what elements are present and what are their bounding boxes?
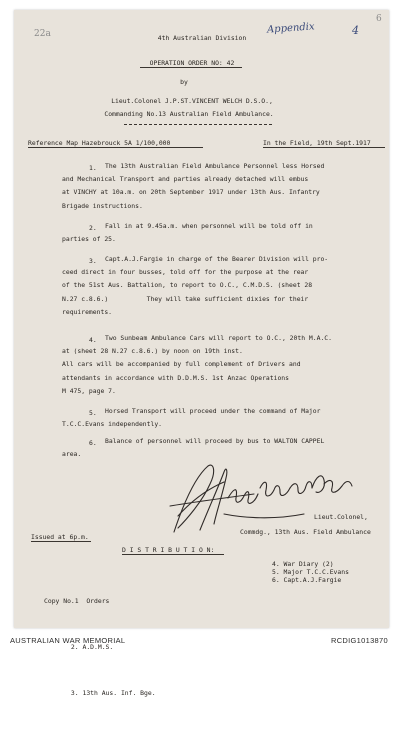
- archive-credit: AUSTRALIAN WAR MEMORIAL: [10, 636, 126, 645]
- paragraph-number: 6.: [89, 439, 97, 447]
- paragraph-line: requirements.: [62, 307, 113, 316]
- paragraph-number: 1.: [89, 164, 97, 172]
- paragraph-4: [62, 332, 382, 398]
- paragraph-number: 2.: [89, 224, 97, 232]
- paragraph-2: [62, 220, 382, 246]
- distribution-item: 6. Capt.A.J.Fargie: [272, 576, 342, 584]
- distribution-item: 4. War Diary (2): [272, 560, 334, 568]
- paragraph-line: Fall in at 9.45a.m. when personnel will be told off in: [105, 222, 313, 230]
- distribution-left-list: [44, 559, 156, 735]
- paragraph-line: M 475, page 7.: [62, 386, 116, 395]
- signature-rank: Lieut.Colonel,: [314, 513, 368, 521]
- by-line: by: [180, 78, 188, 86]
- paragraph-line: T.C.C.Evans independently.: [62, 420, 163, 429]
- signature-mark: [164, 458, 364, 538]
- paragraph-line: of the 51st Aus. Battalion, to report to O.C., C.M.D.S. (sheet 28: [62, 281, 313, 290]
- distribution-title: D I S T R I B U T I O N:: [122, 546, 215, 554]
- distribution-underline: [122, 554, 224, 555]
- appendix-annotation: Appendix: [266, 21, 315, 36]
- paragraph-line: attendants in accordance with D.D.M.S. 1st Anzac Operations: [62, 373, 290, 382]
- corner-page-number: 6: [376, 14, 382, 24]
- paragraph-line: All cars will be accompanied by full complement of Drivers and: [62, 360, 301, 369]
- paragraph-line: Horsed Transport will proceed under the command of Major: [105, 407, 321, 415]
- paragraph-line: ceed direct in four busses, told off for the purpose at the rear: [62, 268, 309, 277]
- paragraph-line: Brigade instructions.: [62, 201, 143, 210]
- pencil-folio-number: 22a: [34, 29, 51, 39]
- command-line: Commanding No.13 Australian Field Ambulance.: [104, 110, 274, 118]
- paragraph-3: [62, 253, 382, 319]
- place-date: In the Field, 19th Sept.1917: [263, 139, 371, 147]
- paragraph-line: N.27 c.8.6.) They will take sufficient dixies for their: [62, 294, 309, 303]
- paragraph-line: Two Sunbeam Ambulance Cars will report to O.C., 20th M.A.C.: [105, 334, 333, 342]
- issued-underline: [31, 541, 91, 542]
- paragraph-line: The 13th Australian Field Ambulance Personnel less Horsed: [105, 162, 325, 170]
- paragraph-number: 4.: [89, 336, 97, 344]
- appendix-number-annotation: 4: [352, 24, 359, 37]
- paragraph-1: [62, 160, 382, 213]
- header-separator: [124, 124, 272, 125]
- distribution-item: 2. A.D.M.S.: [44, 643, 114, 651]
- paragraph-line: at VINCHY at 10a.m. on 20th September 1917 under 13th Aus. Infantry: [62, 188, 320, 197]
- paragraph-line: parties of 25.: [62, 235, 116, 244]
- distribution-right-list: [272, 560, 349, 584]
- division-heading: 4th Australian Division: [157, 34, 247, 42]
- order-title: OPERATION ORDER NO: 42: [149, 59, 235, 67]
- reference-map: Reference Map Hazebrouck 5A 1/100,000: [28, 139, 171, 147]
- paragraph-line: and Mechanical Transport and parties already detached will embus: [62, 175, 309, 184]
- distribution-item: Copy No.1 Orders: [44, 597, 110, 605]
- paragraph-line: at (sheet 28 N.27 c.8.6.) by noon on 19th inst.: [62, 347, 243, 356]
- archive-reference-id: RCDIG1013870: [331, 636, 388, 645]
- commanding-officer: Lieut.Colonel J.P.ST.VINCENT WELCH D.S.O.,: [111, 97, 273, 105]
- distribution-item: 5. Major T.C.C.Evans: [272, 568, 349, 576]
- issued-time: Issued at 6p.m.: [31, 533, 89, 541]
- paragraph-number: 3.: [89, 257, 97, 265]
- title-underline: [140, 67, 242, 68]
- paragraph-number: 5.: [89, 409, 97, 417]
- paragraph-5: [62, 405, 382, 431]
- distribution-item: 3. 13th Aus. Inf. Bge.: [44, 689, 156, 697]
- paragraph-line: Capt.A.J.Fargie in charge of the Bearer Division will pro-: [105, 255, 329, 263]
- paragraph-line: area.: [62, 450, 82, 459]
- signature-command: Commdg., 13th Aus. Field Ambulance: [240, 528, 371, 536]
- paragraph-line: Balance of personnel will proceed by bus to WALTON CAPPEL: [105, 437, 325, 445]
- place-date-underline: [263, 147, 385, 148]
- reference-underline: [28, 147, 203, 148]
